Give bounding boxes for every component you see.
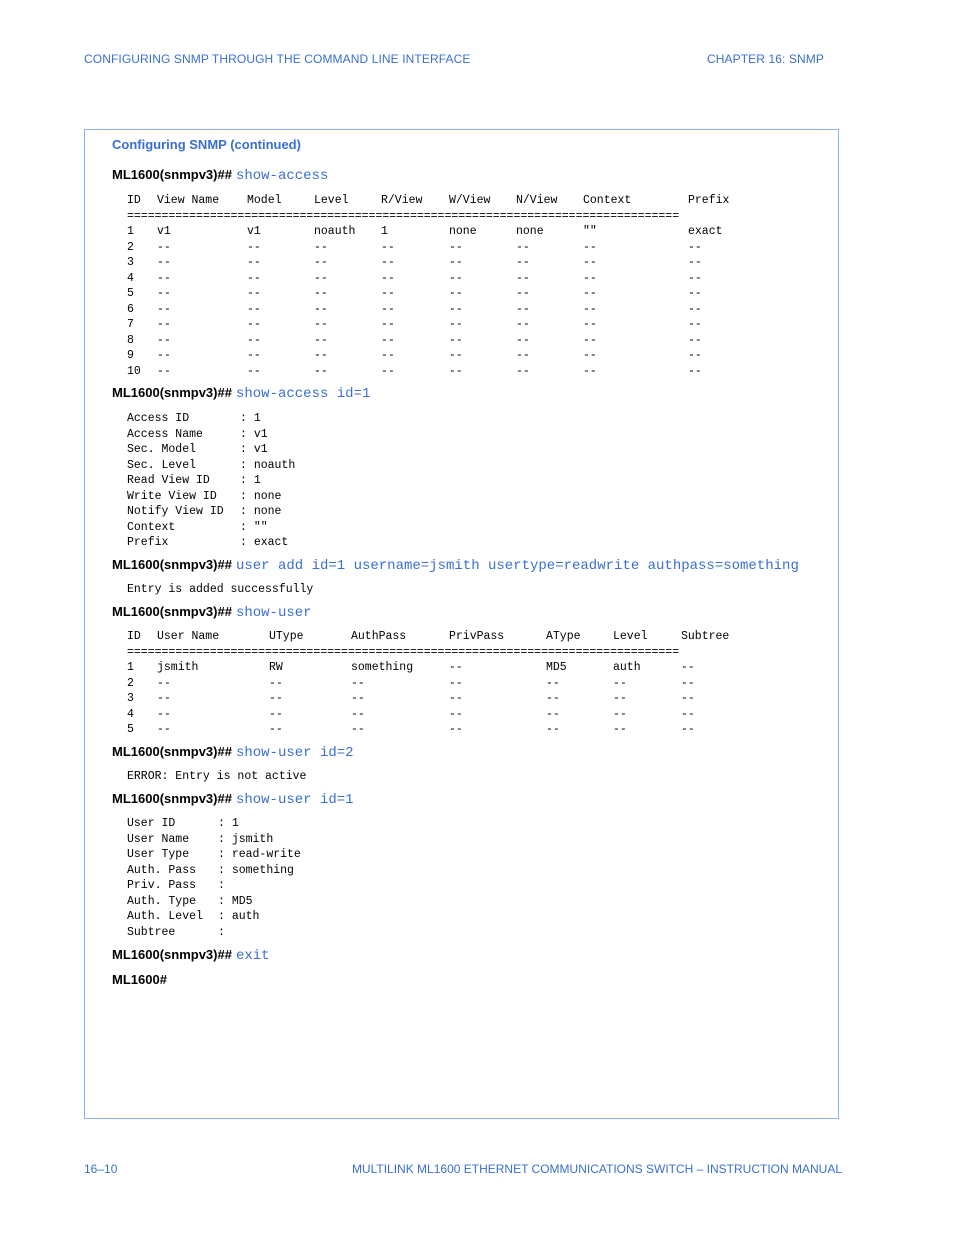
table-cell: --	[449, 240, 463, 254]
command-line-show-access-id	[112, 384, 370, 402]
detail-row	[127, 411, 295, 427]
command: show-access	[235, 168, 329, 184]
detail-key: Context	[127, 520, 176, 534]
table-row	[127, 271, 748, 287]
running-header-left: CONFIGURING SNMP THROUGH THE COMMAND LINE INTERFACE	[84, 52, 471, 66]
column-header: Context	[583, 194, 632, 207]
table-cell: --	[157, 707, 171, 721]
table-cell: --	[516, 302, 530, 316]
table-row	[127, 224, 748, 240]
table-cell: --	[157, 256, 171, 269]
table-cell: --	[688, 349, 702, 362]
table-cell: --	[157, 676, 171, 690]
table-cell: exact	[688, 225, 723, 238]
command: show-user id=1	[235, 792, 354, 808]
user2-result: ERROR: Entry is not active	[127, 770, 307, 783]
detail-key: User ID	[127, 817, 176, 830]
command-line-show-user-id2	[112, 743, 354, 761]
detail-separator: :	[218, 925, 232, 939]
table-cell: --	[157, 364, 171, 378]
table-rule: ================================================================================	[127, 209, 680, 223]
final-prompt: ML1600#	[112, 972, 167, 987]
table-cell: --	[688, 364, 702, 378]
table-cell: --	[157, 692, 171, 705]
table-cell: --	[247, 256, 261, 269]
table-cell: 1	[127, 661, 134, 674]
add-result: Entry is added successfully	[127, 583, 314, 596]
detail-separator: :	[240, 443, 254, 456]
detail-separator: :	[218, 910, 232, 923]
table-cell: --	[681, 676, 695, 690]
detail-value: v1	[253, 427, 268, 441]
table-cell: --	[351, 676, 365, 690]
detail-key: Auth. Pass	[127, 863, 197, 877]
table-cell: --	[314, 318, 328, 331]
table-header-row	[127, 193, 748, 209]
table-cell: --	[681, 707, 695, 721]
access-detail	[127, 411, 295, 551]
detail-separator: :	[218, 832, 232, 846]
table-cell: --	[449, 692, 463, 705]
command: user add id=1 username=jsmith usertype=readwrite authpass=something	[235, 558, 799, 574]
table-cell: --	[449, 287, 463, 300]
table-cell: --	[613, 707, 627, 721]
detail-row	[127, 878, 301, 894]
table-row	[127, 364, 748, 380]
detail-row	[127, 925, 301, 941]
table-cell: --	[449, 333, 463, 347]
table-cell: --	[351, 692, 365, 705]
table-cell: --	[583, 240, 597, 254]
detail-row	[127, 863, 301, 879]
table-cell: something	[351, 661, 414, 674]
detail-separator: :	[240, 458, 254, 472]
table-cell: auth	[613, 661, 641, 674]
table-cell: 4	[127, 271, 134, 285]
command-line-show-user	[112, 603, 312, 621]
user-detail	[127, 816, 301, 940]
table-cell: --	[247, 349, 261, 362]
table-cell: --	[381, 364, 395, 378]
detail-row	[127, 489, 295, 505]
table-cell: --	[247, 318, 261, 331]
detail-value: read-write	[231, 848, 301, 861]
table-cell: none	[449, 225, 477, 238]
table-cell: --	[583, 287, 597, 300]
table-cell: --	[314, 364, 328, 378]
user-table	[127, 629, 741, 738]
table-cell: --	[546, 676, 560, 690]
table-cell: --	[449, 271, 463, 285]
table-cell: --	[583, 333, 597, 347]
detail-separator: :	[218, 817, 232, 830]
table-cell: --	[583, 302, 597, 316]
table-cell: --	[314, 287, 328, 300]
table-cell: --	[351, 723, 365, 736]
detail-key: Notify View ID	[127, 505, 224, 518]
detail-row	[127, 832, 301, 848]
detail-row	[127, 847, 301, 863]
prompt: ML1600(snmpv3)##	[112, 385, 232, 400]
column-header: User Name	[157, 630, 220, 643]
detail-key: Write View ID	[127, 489, 217, 503]
table-cell: --	[583, 271, 597, 285]
table-cell: --	[688, 333, 702, 347]
table-cell: --	[449, 302, 463, 316]
detail-row	[127, 909, 301, 925]
table-row	[127, 722, 741, 738]
table-cell: --	[247, 364, 261, 378]
table-cell: noauth	[314, 225, 356, 238]
running-header-right: CHAPTER 16: SNMP	[707, 52, 824, 66]
table-cell: --	[449, 661, 463, 674]
table-cell: none	[516, 225, 544, 238]
table-cell: --	[516, 318, 530, 331]
table-cell: --	[688, 240, 702, 254]
table-cell: 3	[127, 692, 134, 705]
table-cell: --	[546, 723, 560, 736]
table-cell: --	[688, 256, 702, 269]
detail-value: ""	[253, 520, 268, 534]
table-cell: 2	[127, 240, 134, 254]
table-cell: --	[269, 676, 283, 690]
detail-row	[127, 442, 295, 458]
column-header: AType	[546, 630, 581, 643]
table-cell: --	[516, 271, 530, 285]
table-cell: 6	[127, 302, 134, 316]
table-cell: --	[381, 256, 395, 269]
table-header-row	[127, 629, 741, 645]
detail-key: Read View ID	[127, 474, 210, 487]
table-cell: 1	[381, 225, 388, 238]
table-cell: --	[247, 240, 261, 254]
detail-value: 1	[253, 412, 261, 425]
detail-value: v1	[253, 443, 268, 456]
table-cell: --	[351, 707, 365, 721]
detail-key: Subtree	[127, 925, 176, 939]
table-cell: --	[314, 302, 328, 316]
table-cell: jsmith	[157, 661, 199, 674]
table-cell: --	[449, 723, 463, 736]
table-rule: ================================================================================	[127, 645, 680, 659]
table-row	[127, 302, 748, 318]
table-cell: --	[157, 287, 171, 300]
table-cell: --	[681, 692, 695, 705]
table-cell: --	[516, 287, 530, 300]
table-cell: 7	[127, 318, 134, 331]
table-cell: MD5	[546, 661, 567, 674]
detail-value: noauth	[253, 458, 296, 472]
detail-row	[127, 535, 295, 551]
prompt: ML1600(snmpv3)##	[112, 791, 232, 806]
table-cell: --	[583, 256, 597, 269]
table-cell: v1	[247, 225, 261, 238]
column-header: PrivPass	[449, 630, 505, 643]
detail-key: Auth. Type	[127, 894, 197, 908]
detail-value: exact	[253, 536, 289, 549]
table-cell: --	[449, 318, 463, 331]
column-header: View Name	[157, 194, 220, 207]
detail-row	[127, 473, 295, 489]
table-cell: --	[157, 349, 171, 362]
detail-separator: :	[240, 412, 254, 425]
table-row	[127, 660, 741, 676]
table-cell: --	[269, 723, 283, 736]
command-line-show-user-id1	[112, 790, 354, 808]
table-row	[127, 707, 741, 723]
column-header: Level	[314, 194, 349, 207]
table-cell: --	[449, 256, 463, 269]
table-cell: --	[516, 364, 530, 378]
table-cell: RW	[269, 661, 283, 674]
detail-key: Sec. Level	[127, 458, 197, 472]
table-cell: --	[613, 676, 627, 690]
table-cell: --	[381, 318, 395, 331]
column-header: ID	[127, 630, 141, 643]
table-cell: 5	[127, 723, 134, 736]
table-cell: --	[314, 333, 328, 347]
table-cell: --	[247, 333, 261, 347]
detail-separator: :	[240, 427, 254, 441]
table-row	[127, 348, 748, 364]
table-cell: --	[314, 256, 328, 269]
table-cell: --	[449, 676, 463, 690]
column-header: W/View	[449, 194, 491, 207]
table-cell: --	[516, 333, 530, 347]
table-cell: --	[157, 240, 171, 254]
table-cell: --	[546, 707, 560, 721]
detail-row	[127, 894, 301, 910]
detail-value: something	[231, 863, 294, 877]
table-cell: --	[681, 723, 695, 736]
detail-separator: :	[218, 848, 232, 861]
detail-value: jsmith	[231, 832, 274, 846]
access-table	[127, 193, 748, 379]
detail-separator: :	[218, 879, 232, 892]
table-row	[127, 240, 748, 256]
table-cell: --	[688, 318, 702, 331]
detail-key: Access ID	[127, 412, 190, 425]
table-cell: --	[381, 240, 395, 254]
table-cell: --	[381, 333, 395, 347]
column-header: R/View	[381, 194, 423, 207]
table-cell: --	[157, 271, 171, 285]
table-cell: --	[314, 240, 328, 254]
detail-key: User Name	[127, 832, 190, 846]
prompt: ML1600(snmpv3)##	[112, 604, 232, 619]
prompt: ML1600(snmpv3)##	[112, 557, 232, 572]
detail-value: 1	[231, 817, 239, 830]
table-cell: --	[583, 349, 597, 362]
column-header: AuthPass	[351, 630, 407, 643]
detail-key: User Type	[127, 848, 190, 861]
footer-page-number: 16–10	[84, 1162, 118, 1176]
detail-key: Prefix	[127, 536, 169, 549]
column-header: Level	[613, 630, 648, 643]
detail-separator: :	[240, 474, 254, 487]
detail-value: 1	[253, 474, 261, 487]
table-cell: --	[157, 302, 171, 316]
table-cell: --	[688, 271, 702, 285]
prompt: ML1600(snmpv3)##	[112, 167, 232, 182]
table-cell: --	[157, 333, 171, 347]
table-row	[127, 317, 748, 333]
table-cell: 4	[127, 707, 134, 721]
command-line-show-access	[112, 166, 328, 184]
table-cell: --	[157, 723, 171, 736]
table-cell: --	[583, 318, 597, 331]
detail-separator: :	[240, 536, 254, 549]
table-cell: 1	[127, 225, 134, 238]
table-cell: --	[516, 349, 530, 362]
detail-row	[127, 427, 295, 443]
detail-key: Priv. Pass	[127, 879, 197, 892]
section-title: Configuring SNMP (continued)	[112, 137, 301, 152]
table-row	[127, 676, 741, 692]
table-row	[127, 255, 748, 271]
table-cell: 5	[127, 287, 134, 300]
table-cell: --	[247, 302, 261, 316]
table-cell: --	[688, 302, 702, 316]
detail-separator: :	[218, 863, 232, 877]
detail-row	[127, 458, 295, 474]
table-cell: --	[583, 364, 597, 378]
table-cell: --	[613, 692, 627, 705]
table-cell: --	[247, 271, 261, 285]
table-cell: --	[449, 349, 463, 362]
detail-separator: :	[240, 505, 254, 518]
column-header: Subtree	[681, 630, 730, 643]
table-cell: --	[516, 240, 530, 254]
command: show-user id=2	[235, 745, 354, 761]
detail-value: MD5	[231, 894, 253, 908]
table-cell: --	[247, 287, 261, 300]
detail-value: none	[253, 505, 282, 518]
column-header: ID	[127, 194, 141, 207]
detail-separator: :	[240, 520, 254, 534]
detail-value: auth	[231, 910, 260, 923]
command-line-exit	[112, 946, 270, 964]
table-cell: --	[314, 349, 328, 362]
table-cell: --	[449, 707, 463, 721]
detail-separator: :	[240, 489, 254, 503]
table-cell: --	[688, 287, 702, 300]
column-header: UType	[269, 630, 304, 643]
table-cell: 2	[127, 676, 134, 690]
detail-row	[127, 816, 301, 832]
table-cell: 3	[127, 256, 134, 269]
detail-key: Access Name	[127, 427, 203, 441]
table-cell: --	[681, 661, 695, 674]
table-cell: --	[269, 692, 283, 705]
table-row	[127, 286, 748, 302]
table-cell: --	[613, 723, 627, 736]
table-cell: --	[269, 707, 283, 721]
footer-title: MULTILINK ML1600 ETHERNET COMMUNICATIONS SWITCH – INSTRUCTION MANUAL	[351, 1162, 842, 1176]
detail-key: Sec. Model	[127, 443, 197, 456]
table-cell: --	[516, 256, 530, 269]
detail-value: none	[253, 489, 282, 503]
table-cell: 9	[127, 349, 134, 362]
table-cell: --	[314, 271, 328, 285]
table-cell: 10	[127, 364, 141, 378]
command: show-user	[235, 605, 312, 621]
table-cell: --	[546, 692, 560, 705]
detail-separator: :	[218, 894, 232, 908]
table-row	[127, 691, 741, 707]
prompt: ML1600(snmpv3)##	[112, 744, 232, 759]
table-cell: --	[449, 364, 463, 378]
column-header: Prefix	[688, 194, 730, 207]
detail-row	[127, 520, 295, 536]
table-cell: ""	[583, 225, 597, 238]
table-cell: v1	[157, 225, 171, 238]
table-row	[127, 333, 748, 349]
prompt: ML1600(snmpv3)##	[112, 947, 232, 962]
table-cell: 8	[127, 333, 134, 347]
command: exit	[235, 948, 270, 964]
detail-row	[127, 504, 295, 520]
table-cell: --	[381, 349, 395, 362]
detail-key: Auth. Level	[127, 910, 203, 923]
table-cell: --	[381, 302, 395, 316]
command-line-user-add	[112, 556, 799, 574]
table-cell: --	[157, 318, 171, 331]
table-cell: --	[381, 287, 395, 300]
column-header: Model	[247, 194, 282, 207]
command: show-access id=1	[235, 386, 371, 402]
table-cell: --	[381, 271, 395, 285]
column-header: N/View	[516, 194, 558, 207]
